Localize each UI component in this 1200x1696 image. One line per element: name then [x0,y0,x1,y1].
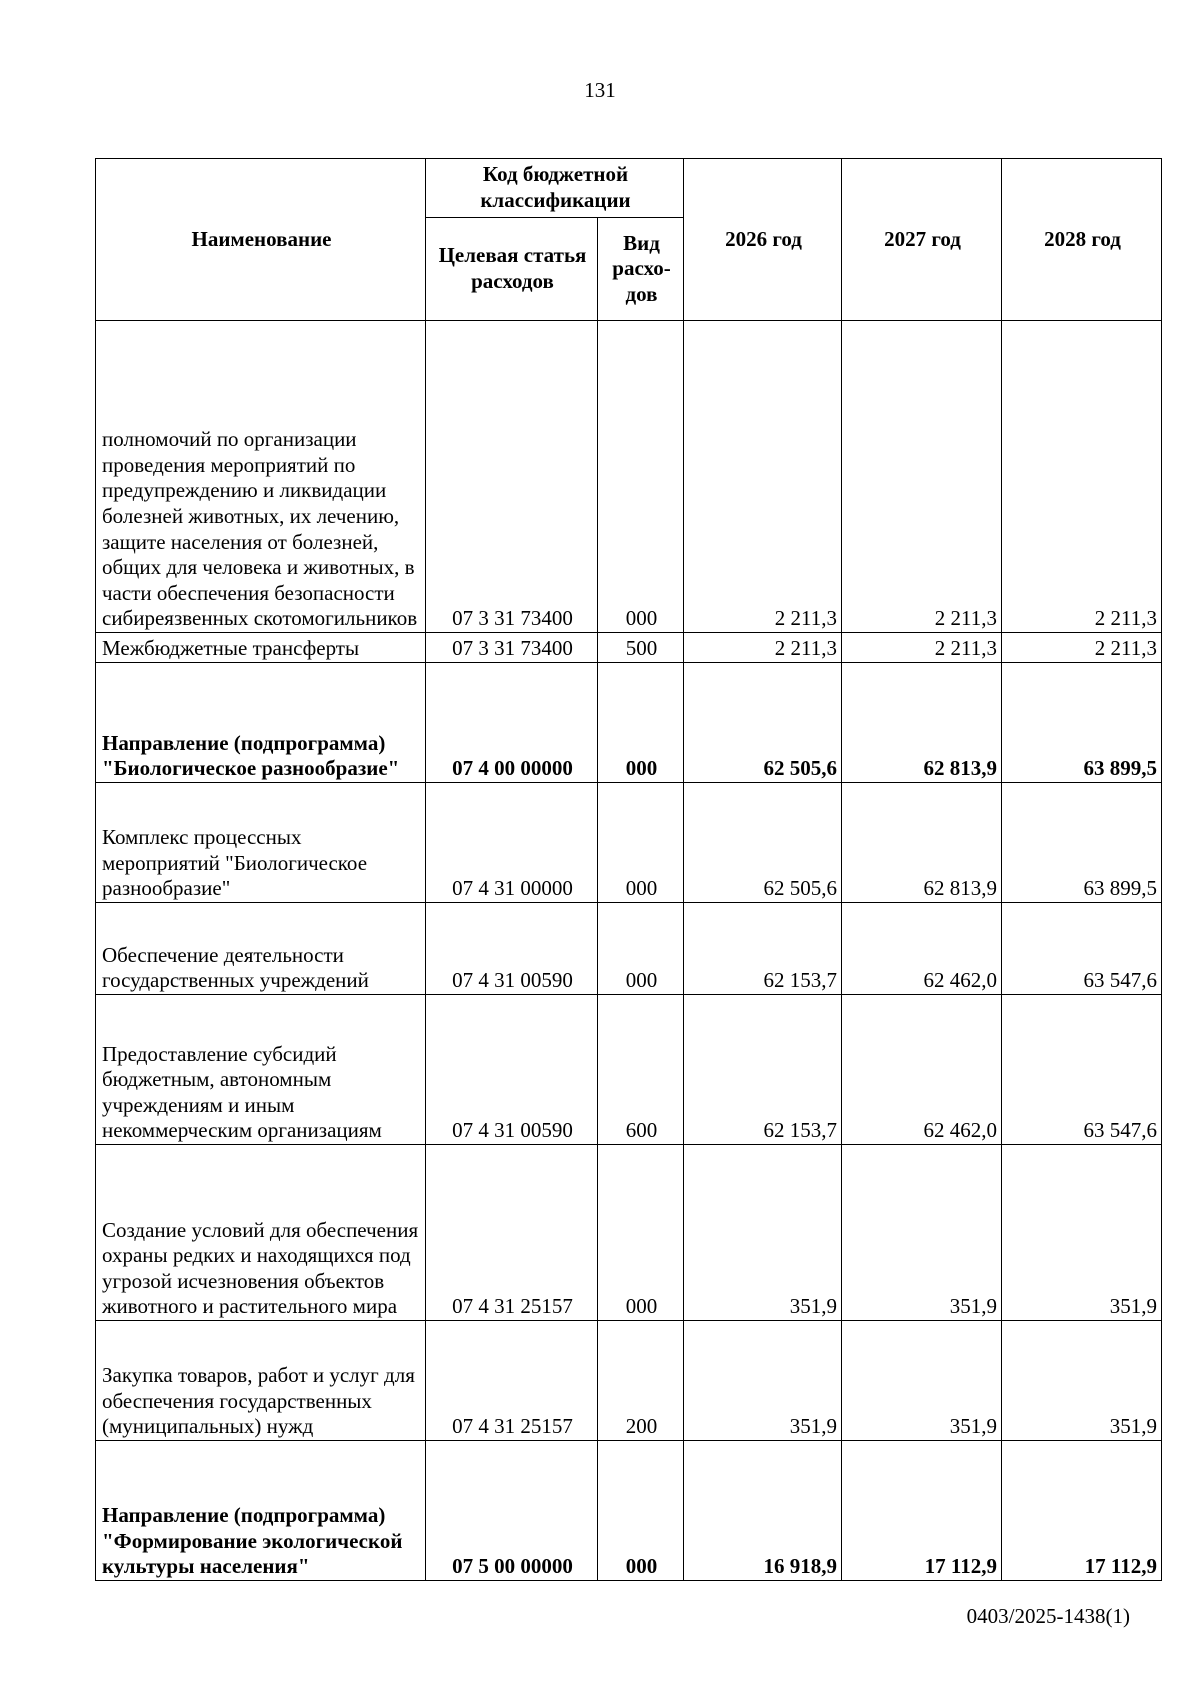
row-value-2026: 2 211,3 [684,633,842,663]
row-value-2028: 63 547,6 [1002,995,1162,1145]
row-expense-type: 000 [598,783,684,903]
header-target-article: Целевая статья расходов [426,218,598,321]
row-value-2027: 2 211,3 [842,633,1002,663]
row-value-2027: 62 813,9 [842,783,1002,903]
row-target-article: 07 4 00 00000 [426,663,598,783]
table-row [96,903,1162,995]
row-expense-type: 000 [598,1441,684,1581]
row-expense-type: 000 [598,1145,684,1321]
header-name: Наименование [96,159,426,321]
table-row [96,663,1162,783]
row-expense-type: 500 [598,633,684,663]
row-value-2026: 351,9 [684,1145,842,1321]
row-target-article: 07 4 31 25157 [426,1145,598,1321]
row-value-2028: 351,9 [1002,1145,1162,1321]
row-value-2027: 62 462,0 [842,995,1002,1145]
header-expense-type: Вид расхо-дов [598,218,684,321]
table-row [96,1441,1162,1581]
row-expense-type: 000 [598,903,684,995]
table-header [96,159,1162,321]
row-name: Направление (подпрограмма) "Биологическое разнообразие" [96,663,426,783]
row-expense-type: 000 [598,321,684,633]
row-value-2027: 2 211,3 [842,321,1002,633]
row-value-2027: 351,9 [842,1321,1002,1441]
row-name: Обеспечение деятельности государственных учреждений [96,903,426,995]
row-value-2028: 2 211,3 [1002,321,1162,633]
row-expense-type: 200 [598,1321,684,1441]
row-name: Закупка товаров, работ и услуг для обеспечения государственных (муниципальных) нужд [96,1321,426,1441]
table-row [96,995,1162,1145]
row-value-2026: 62 505,6 [684,783,842,903]
row-value-2028: 63 547,6 [1002,903,1162,995]
row-value-2028: 63 899,5 [1002,663,1162,783]
row-expense-type: 000 [598,663,684,783]
row-value-2027: 351,9 [842,1145,1002,1321]
header-year-2028: 2028 год [1002,159,1162,321]
row-value-2026: 62 153,7 [684,903,842,995]
row-value-2026: 62 505,6 [684,663,842,783]
table-row [96,321,1162,633]
row-name: полномочий по организации проведения мероприятий по предупреждению и ликвидации болезней животных, их лечению, защите населения от болезней, общих для человека и животных, в части обеспечения безопасности сибиреязвенных скотомогильников [96,321,426,633]
table-row [96,783,1162,903]
row-target-article: 07 5 00 00000 [426,1441,598,1581]
table-row [96,1145,1162,1321]
row-expense-type: 600 [598,995,684,1145]
row-target-article: 07 4 31 00590 [426,995,598,1145]
row-name: Предоставление субсидий бюджетным, автономным учреждениям и иным некоммерческим организациям [96,995,426,1145]
header-code-group: Код бюджетной классификации [426,159,684,218]
row-value-2026: 16 918,9 [684,1441,842,1581]
row-value-2026: 351,9 [684,1321,842,1441]
row-name: Направление (подпрограмма) "Формирование экологической культуры населения" [96,1441,426,1581]
row-value-2028: 17 112,9 [1002,1441,1162,1581]
budget-table [95,158,1162,1581]
table-body [96,321,1162,1581]
row-value-2028: 351,9 [1002,1321,1162,1441]
row-target-article: 07 4 31 00000 [426,783,598,903]
row-name: Межбюджетные трансферты [96,633,426,663]
row-target-article: 07 4 31 25157 [426,1321,598,1441]
row-target-article: 07 3 31 73400 [426,321,598,633]
row-value-2027: 62 813,9 [842,663,1002,783]
document-id: 0403/2025-1438(1) [966,1604,1130,1628]
header-year-2027: 2027 год [842,159,1002,321]
row-value-2026: 62 153,7 [684,995,842,1145]
row-value-2028: 63 899,5 [1002,783,1162,903]
row-name: Комплекс процессных мероприятий "Биологическое разнообразие" [96,783,426,903]
row-target-article: 07 3 31 73400 [426,633,598,663]
table-row [96,1321,1162,1441]
row-value-2028: 2 211,3 [1002,633,1162,663]
row-value-2027: 62 462,0 [842,903,1002,995]
page-number: 131 [584,78,616,102]
header-year-2026: 2026 год [684,159,842,321]
row-value-2026: 2 211,3 [684,321,842,633]
table-row [96,633,1162,663]
row-value-2027: 17 112,9 [842,1441,1002,1581]
row-name: Создание условий для обеспечения охраны редких и находящихся под угрозой исчезновения объектов животного и растительного мира [96,1145,426,1321]
row-target-article: 07 4 31 00590 [426,903,598,995]
